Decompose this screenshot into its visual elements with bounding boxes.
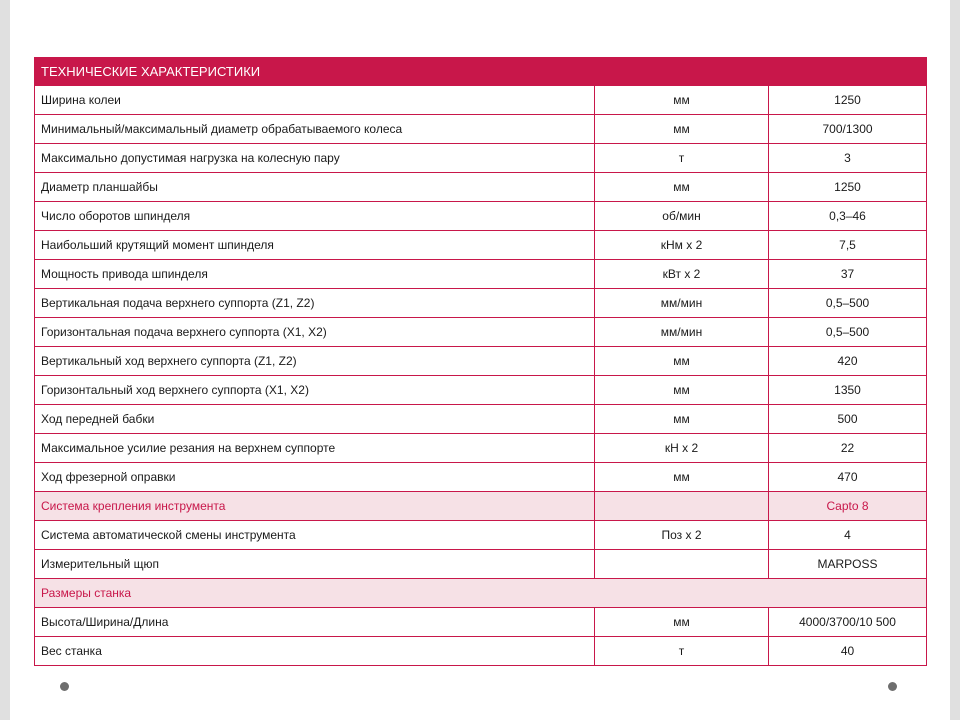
- parameter-name: Система автоматической смены инструмента: [35, 521, 595, 550]
- parameter-name: Диаметр планшайбы: [35, 173, 595, 202]
- parameter-unit: мм/мин: [595, 318, 769, 347]
- parameter-name: Ход передней бабки: [35, 405, 595, 434]
- parameter-name: Ход фрезерной оправки: [35, 463, 595, 492]
- parameter-unit: мм: [595, 86, 769, 115]
- parameter-value: MARPOSS: [769, 550, 927, 579]
- parameter-value: 40: [769, 637, 927, 666]
- table-row: [35, 376, 927, 405]
- specifications-body: [35, 58, 927, 666]
- parameter-unit: об/мин: [595, 202, 769, 231]
- parameter-unit: [595, 550, 769, 579]
- parameter-unit: кНм х 2: [595, 231, 769, 260]
- left-nav-dot-icon: [60, 682, 69, 691]
- parameter-name: Вес станка: [35, 637, 595, 666]
- table-row: [35, 550, 927, 579]
- parameter-value: 0,5–500: [769, 289, 927, 318]
- table-row: [35, 173, 927, 202]
- parameter-unit: мм/мин: [595, 289, 769, 318]
- parameter-name: Горизонтальная подача верхнего суппорта (X1, X2): [35, 318, 595, 347]
- table-row: [35, 260, 927, 289]
- parameter-unit: кН х 2: [595, 434, 769, 463]
- parameter-unit: т: [595, 144, 769, 173]
- parameter-unit: мм: [595, 173, 769, 202]
- parameter-name: Вертикальная подача верхнего суппорта (Z1, Z2): [35, 289, 595, 318]
- parameter-value: 1250: [769, 86, 927, 115]
- table-row: [35, 231, 927, 260]
- parameter-name: Размеры станка: [35, 579, 927, 608]
- table-row: [35, 405, 927, 434]
- parameter-name: Мощность привода шпинделя: [35, 260, 595, 289]
- parameter-name: Наибольший крутящий момент шпинделя: [35, 231, 595, 260]
- parameter-name: Число оборотов шпинделя: [35, 202, 595, 231]
- table-row: [35, 318, 927, 347]
- parameter-unit: т: [595, 637, 769, 666]
- parameter-value: 500: [769, 405, 927, 434]
- parameter-name: Система крепления инструмента: [35, 492, 595, 521]
- table-row: [35, 608, 927, 637]
- parameter-unit: мм: [595, 463, 769, 492]
- specifications-table: [34, 57, 927, 666]
- parameter-value: 3: [769, 144, 927, 173]
- parameter-name: Вертикальный ход верхнего суппорта (Z1, Z2): [35, 347, 595, 376]
- parameter-name: Горизонтальный ход верхнего суппорта (X1, X2): [35, 376, 595, 405]
- table-row: [35, 202, 927, 231]
- parameter-unit: кВт х 2: [595, 260, 769, 289]
- table-row: [35, 347, 927, 376]
- table-row: [35, 463, 927, 492]
- parameter-name: Минимальный/максимальный диаметр обрабатываемого колеса: [35, 115, 595, 144]
- table-row: [35, 115, 927, 144]
- table-row: [35, 86, 927, 115]
- parameter-value: 4: [769, 521, 927, 550]
- parameter-value: 1350: [769, 376, 927, 405]
- parameter-value: 0,3–46: [769, 202, 927, 231]
- table-row: [35, 289, 927, 318]
- table-row: [35, 637, 927, 666]
- parameter-value: 37: [769, 260, 927, 289]
- parameter-unit: мм: [595, 376, 769, 405]
- parameter-value: 1250: [769, 173, 927, 202]
- parameter-unit: мм: [595, 405, 769, 434]
- parameter-value: 7,5: [769, 231, 927, 260]
- parameter-unit: мм: [595, 115, 769, 144]
- parameter-name: Ширина колеи: [35, 86, 595, 115]
- parameter-name: Измерительный щюп: [35, 550, 595, 579]
- parameter-value: 420: [769, 347, 927, 376]
- parameter-value: 22: [769, 434, 927, 463]
- parameter-name: Максимальное усилие резания на верхнем суппорте: [35, 434, 595, 463]
- table-row: [35, 434, 927, 463]
- right-nav-dot-icon: [888, 682, 897, 691]
- table-header-row: [35, 58, 927, 86]
- table-title: ТЕХНИЧЕСКИЕ ХАРАКТЕРИСТИКИ: [35, 58, 927, 86]
- section-row: [35, 492, 927, 521]
- table-row: [35, 144, 927, 173]
- parameter-value: 4000/3700/10 500: [769, 608, 927, 637]
- parameter-unit: мм: [595, 608, 769, 637]
- section-row: [35, 579, 927, 608]
- table-row: [35, 521, 927, 550]
- parameter-name: Высота/Ширина/Длина: [35, 608, 595, 637]
- parameter-value: 700/1300: [769, 115, 927, 144]
- parameter-value: Capto 8: [769, 492, 927, 521]
- parameter-unit: [595, 492, 769, 521]
- parameter-unit: мм: [595, 347, 769, 376]
- parameter-name: Максимально допустимая нагрузка на колесную пару: [35, 144, 595, 173]
- parameter-value: 470: [769, 463, 927, 492]
- parameter-value: 0,5–500: [769, 318, 927, 347]
- parameter-unit: Поз х 2: [595, 521, 769, 550]
